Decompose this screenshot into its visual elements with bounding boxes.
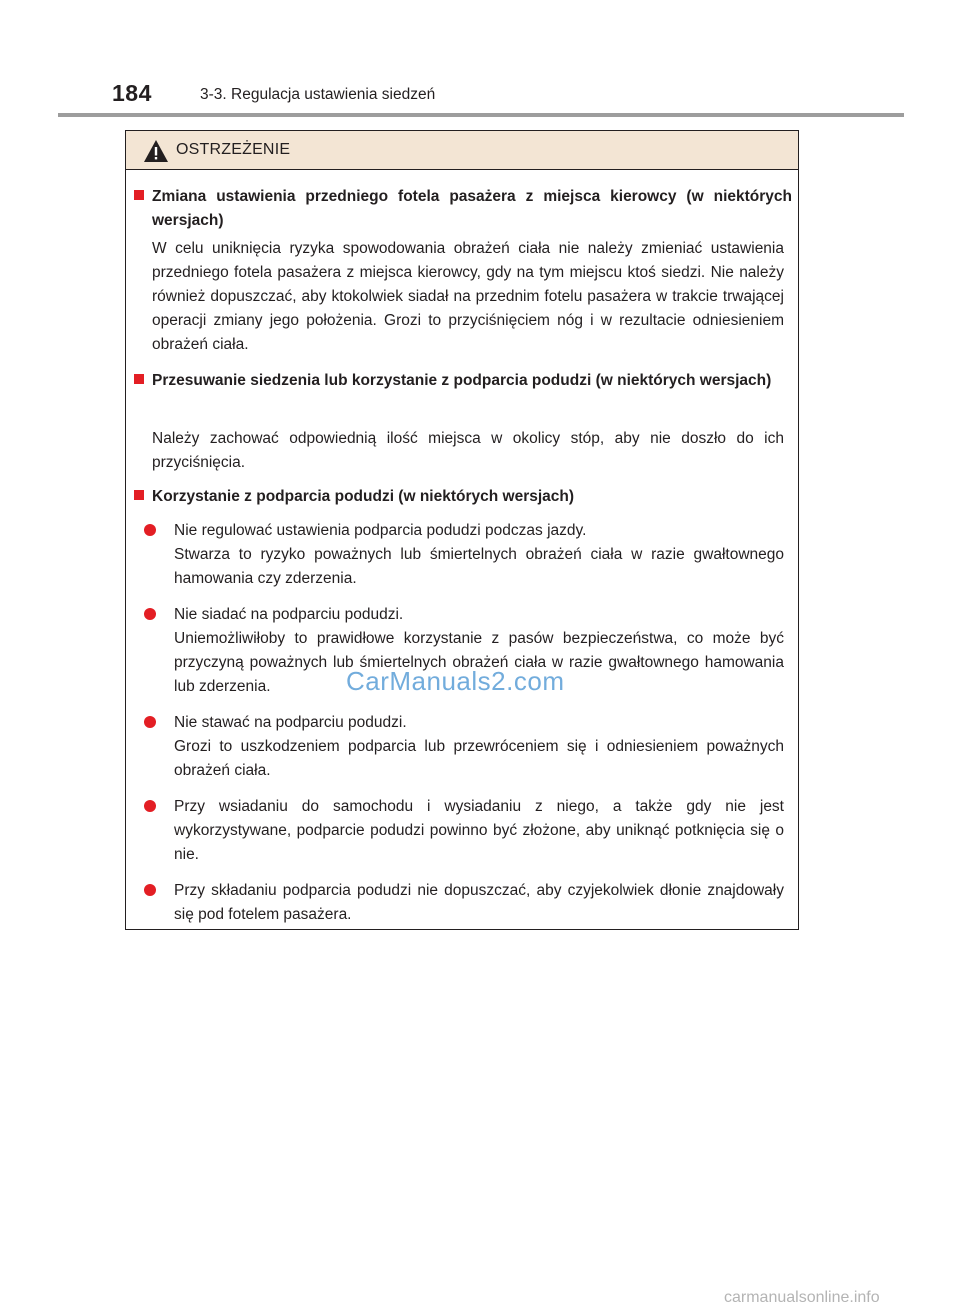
list-item-text xyxy=(174,519,784,591)
red-dot-bullet-icon xyxy=(144,800,156,812)
list-item-lead: Nie stawać na podparciu podudzi. xyxy=(174,714,407,731)
section-title: 3-3. Regulacja ustawienia siedzeń xyxy=(200,86,436,103)
red-dot-bullet-icon xyxy=(144,524,156,536)
list-item-lead: Nie siadać na podparciu podudzi. xyxy=(174,606,404,623)
list-item-text: Przy wsiadaniu do samochodu i wysiadaniu z niego, a także gdy nie jest wykorzystywane, podparcie podudzi powinno być złożone, aby uniknąć potknięcia się o nie. xyxy=(174,798,784,863)
footer-watermark: carmanualsonline.info xyxy=(724,1289,880,1306)
section-heading: Zmiana ustawienia przedniego fotela pasażera z miejsca kierowcy (w niektórych wersjach) xyxy=(152,188,792,229)
header-divider xyxy=(58,113,904,117)
warning-header xyxy=(126,131,798,170)
list-item-text: Przy składaniu podparcia podudzi nie dopuszczać, aby czyjekolwiek dłonie znajdowały się pod fotelem pasażera. xyxy=(174,882,784,923)
red-dot-bullet-icon xyxy=(144,608,156,620)
red-square-bullet-icon xyxy=(134,190,144,200)
list-item-lead: Nie regulować ustawienia podparcia podudzi podczas jazdy. xyxy=(174,522,587,539)
red-square-bullet-icon xyxy=(134,374,144,384)
list-item-detail: Uniemożliwiłoby to prawidłowe korzystanie z pasów bezpieczeństwa, co może być przyczyną poważnych lub śmiertelnych obrażeń ciała w razie gwałtownego hamowania lub zderzenia. xyxy=(174,630,784,695)
list-item-detail: Grozi to uszkodzeniem podparcia lub przewróceniem się i odniesieniem poważnych obrażeń ciała. xyxy=(174,738,784,779)
section-paragraph: Należy zachować odpowiednią ilość miejsca w okolicy stóp, aby nie doszło do ich przyciśnięcia. xyxy=(152,430,784,471)
page-number: 184 xyxy=(112,80,152,106)
list-item-detail: Stwarza to ryzyko poważnych lub śmiertelnych obrażeń ciała w razie gwałtownego hamowania czy zderzenia. xyxy=(174,546,784,587)
red-dot-bullet-icon xyxy=(144,884,156,896)
list-item-text xyxy=(174,711,784,783)
warning-title: OSTRZEŻENIE xyxy=(176,141,291,158)
watermark: CarManuals2.com xyxy=(346,666,565,696)
warning-box xyxy=(125,130,799,930)
section-paragraph: W celu uniknięcia ryzyka spowodowania obrażeń ciała nie należy zmieniać ustawienia przedniego fotela pasażera z miejsca kierowcy, gdy na tym miejscu ktoś siedzi. Nie należy również dopuszczać, aby ktokolwiek siadał na przednim fotelu pasażera w trakcie trwającej operacji zmiany jego położenia. Grozi to przyciśnięciem nóg i w rezultacie odniesieniem obrażeń ciała. xyxy=(152,240,784,353)
page-header xyxy=(112,80,912,116)
section-heading: Przesuwanie siedzenia lub korzystanie z podparcia podudzi (w niektórych wersjach) xyxy=(152,372,772,389)
red-dot-bullet-icon xyxy=(144,716,156,728)
warning-triangle-icon xyxy=(143,139,169,163)
red-square-bullet-icon xyxy=(134,490,144,500)
section-heading: Korzystanie z podparcia podudzi (w niektórych wersjach) xyxy=(152,488,575,505)
